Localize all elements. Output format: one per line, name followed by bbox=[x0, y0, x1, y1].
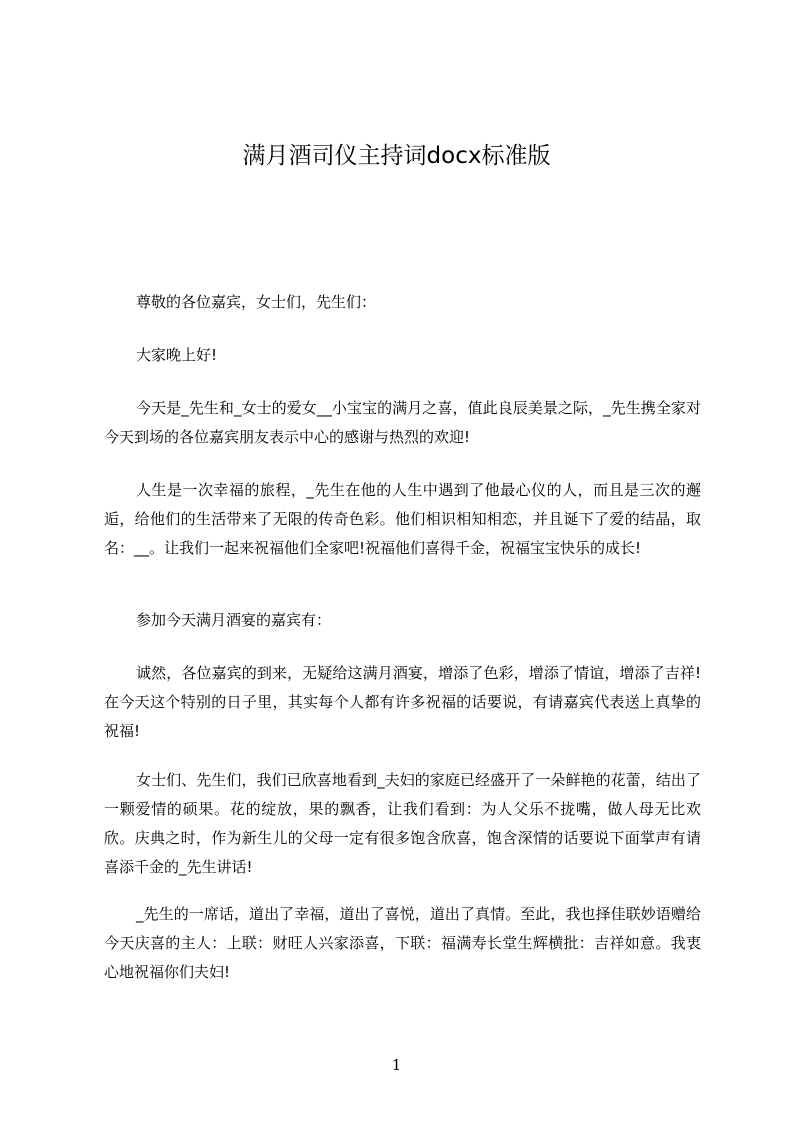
paragraph-greeting: 尊敬的各位嘉宾，女士们，先生们： bbox=[136, 293, 377, 311]
paragraph-life-journey: 人生是一次幸福的旅程，_先生在他的人生中遇到了他最心仪的人，而且是三次的邂逅，给他们的生活带来了无限的传奇色彩。他们相识相知相恋，并且诞下了爱的结晶，取名：__。让我们一起来祝福他们全家吧!祝福他们喜得千金，祝福宝宝快乐的成长! bbox=[104, 481, 701, 557]
page-number: 1 bbox=[391, 1056, 402, 1074]
paragraph-welcome: 今天是_先生和_女士的爱女__小宝宝的满月之喜，值此良辰美景之际，_先生携全家对今天到场的各位嘉宾朋友表示中心的感谢与热烈的欢迎! bbox=[104, 399, 701, 446]
paragraph-good-evening: 大家晚上好! bbox=[136, 346, 218, 364]
document-title: 满月酒司仪主持词docx标准版 bbox=[242, 143, 551, 169]
paragraph-blessing: 诚然，各位嘉宾的到来，无疑给这满月酒宴，增添了色彩，增添了情谊，增添了吉祥!在今天这个特别的日子里，其实每个人都有许多祝福的话要说，有请嘉宾代表送上真挚的祝福! bbox=[104, 664, 701, 740]
paragraph-guests: 参加今天满月酒宴的嘉宾有： bbox=[136, 611, 332, 629]
paragraph-parents-speech: 女士们、先生们，我们已欣喜地看到_夫妇的家庭已经盛开了一朵鲜艳的花蕾，结出了一颗爱情的硕果。花的绽放，果的飘香，让我们看到：为人父乐不拢嘴，做人母无比欢欣。庆典之时，作为新生儿的父母一定有很多饱含欣喜，饱含深情的话要说下面掌声有请喜添千金的_先生讲话! bbox=[104, 771, 701, 876]
paragraph-couplet: _先生的一席话，道出了幸福，道出了喜悦，道出了真情。至此，我也择佳联妙语赠给今天庆喜的主人：上联：财旺人兴家添喜，下联：福满寿长堂生辉横批：吉祥如意。我衷心地祝福你们夫妇! bbox=[104, 905, 701, 981]
